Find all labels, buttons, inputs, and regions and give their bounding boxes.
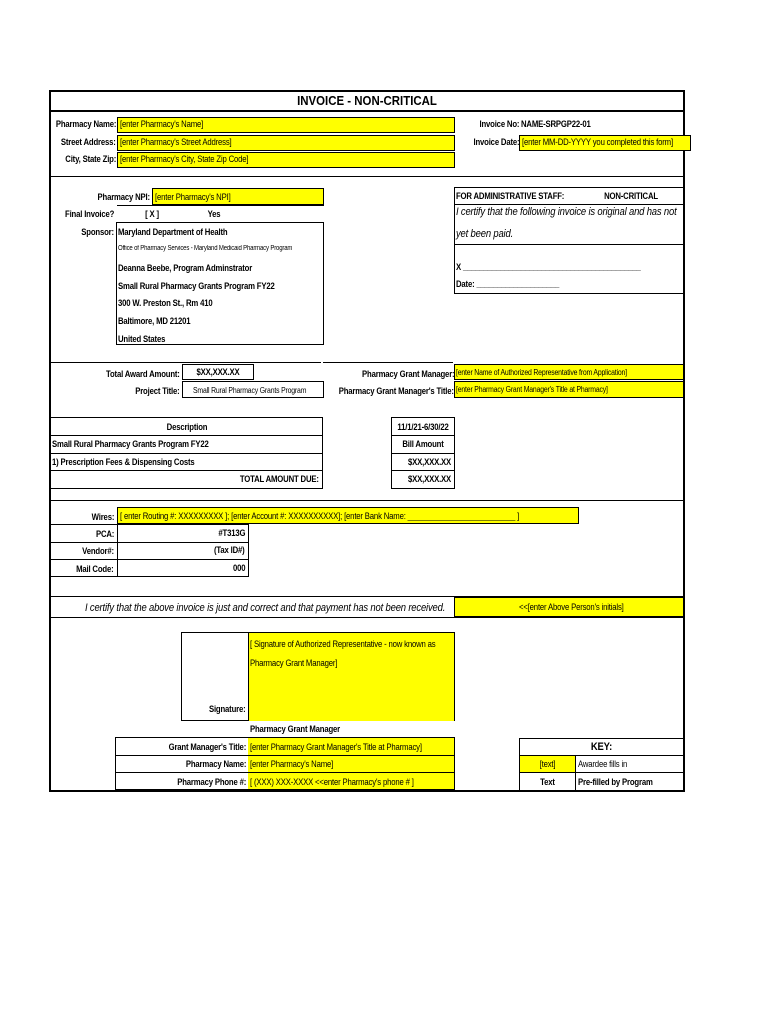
manager-title-label: Pharmacy Grant Manager's Title: xyxy=(338,386,454,396)
admin-type: NON-CRITICAL xyxy=(604,191,658,201)
admin-date-line[interactable]: Date: ____________________ xyxy=(456,279,560,289)
city-state-zip-value: [enter Pharmacy's City, State Zip Code] xyxy=(120,154,249,164)
key-title: KEY: xyxy=(590,741,613,753)
admin-signature-line[interactable]: X ___________________________________________ xyxy=(456,262,641,272)
pharmacy-phone-label: Pharmacy Phone #: xyxy=(177,777,246,787)
grant-manager-title-value: [enter Pharmacy Grant Manager's Title at Pharmacy] xyxy=(250,742,422,752)
pharmacy-phone-value: [ (XXX) XXX-XXXX <<enter Pharmacy's phone # ] xyxy=(250,777,414,787)
sponsor-office: Office of Pharmacy Services - Maryland Medicaid Pharmacy Program xyxy=(118,245,293,252)
final-invoice-value: Yes xyxy=(207,209,221,219)
invoice-no-value: NAME-SRPGP22-01 xyxy=(521,119,591,129)
sponsor-name: Maryland Department of Health xyxy=(118,227,228,237)
sponsor-line-2: Small Rural Pharmacy Grants Program FY22 xyxy=(118,281,275,291)
admin-label: FOR ADMINISTRATIVE STAFF: xyxy=(456,191,565,201)
key-row1-sample: [text] xyxy=(539,759,556,769)
npi-label: Pharmacy NPI: xyxy=(97,192,150,202)
mail-code-label: Mail Code: xyxy=(76,564,114,574)
sponsor-line-4: Baltimore, MD 21201 xyxy=(118,316,191,326)
key-row2-desc: Pre-filled by Program xyxy=(578,777,653,787)
signature-label: Signature: xyxy=(209,704,246,714)
invoice-sheet xyxy=(49,90,685,792)
certify-text: I certify that the above invoice is just and correct and that payment has not been received. xyxy=(85,602,446,614)
wires-label: Wires: xyxy=(91,512,114,522)
project-title-value: Small Rural Pharmacy Grants Program xyxy=(193,386,307,395)
bill-amount: $XX,XXX.XX xyxy=(407,457,451,467)
pharmacy-name-value: [enter Pharmacy's Name] xyxy=(120,119,204,129)
wires-value: [ enter Routing #: XXXXXXXXX ]; [enter Account #: XXXXXXXXXX]; [enter Bank Name: __________________________ ] xyxy=(120,511,520,521)
admin-certify-1: I certify that the following invoice is original and has not xyxy=(456,206,677,218)
final-invoice-checkbox[interactable]: [ X ] xyxy=(145,209,159,219)
sponsor-line-3: 300 W. Preston St., Rm 410 xyxy=(118,298,213,308)
key-row1-desc: Awardee fills in xyxy=(578,759,628,769)
mail-code-value: 000 xyxy=(232,563,245,573)
award-amount-label: Total Award Amount: xyxy=(106,369,180,379)
signature-pharmacy-name-label: Pharmacy Name: xyxy=(185,759,246,769)
manager-value: [enter Name of Authorized Representative from Application] xyxy=(456,368,627,377)
initials-value: <<[enter Above Person's initials] xyxy=(519,602,624,612)
street-address-value: [enter Pharmacy's Street Address] xyxy=(120,137,232,147)
total-amount-label: TOTAL AMOUNT DUE: xyxy=(240,474,319,484)
invoice-date-value: [enter MM-DD-YYYY you completed this form] xyxy=(522,137,673,147)
invoice-date-label: Invoice Date: xyxy=(473,137,519,147)
bill-period: 11/1/21-6/30/22 xyxy=(397,422,449,432)
signature-placeholder-2: Pharmacy Grant Manager] xyxy=(250,658,338,668)
sponsor-label: Sponsor: xyxy=(81,227,114,237)
bill-total: $XX,XXX.XX xyxy=(407,474,451,484)
bill-header: Bill Amount xyxy=(402,439,444,449)
pca-label: PCA: xyxy=(95,529,114,539)
manager-label: Pharmacy Grant Manager: xyxy=(361,369,454,379)
vendor-label: Vendor#: xyxy=(82,546,114,556)
final-invoice-label: Final Invoice? xyxy=(64,209,114,219)
award-amount-value: $XX,XXX.XX xyxy=(196,367,240,377)
sponsor-line-1: Deanna Beebe, Program Adminstrator xyxy=(118,263,253,273)
admin-certify-2: yet been paid. xyxy=(456,228,514,240)
npi-value: [enter Pharmacy's NPI] xyxy=(155,192,231,202)
description-row-2: 1) Prescription Fees & Dispensing Costs xyxy=(52,457,195,467)
city-state-zip-label: City, State Zip: xyxy=(65,154,116,164)
sponsor-line-5: United States xyxy=(118,334,166,344)
signature-placeholder-1: [ Signature of Authorized Representative - now known as xyxy=(250,639,436,649)
street-address-label: Street Address: xyxy=(61,137,116,147)
grant-manager-title-label: Grant Manager's Title: xyxy=(168,742,246,752)
page-title: INVOICE - NON-CRITICAL xyxy=(297,93,437,108)
invoice-no-label: Invoice No: xyxy=(479,119,519,129)
signature-caption: Pharmacy Grant Manager xyxy=(250,724,341,734)
project-title-label: Project Title: xyxy=(135,386,180,396)
pca-value: #T313G xyxy=(218,528,245,538)
vendor-value: (Tax ID#) xyxy=(214,545,245,555)
signature-pharmacy-name-value: [enter Pharmacy's Name] xyxy=(250,759,334,769)
description-row-1: Small Rural Pharmacy Grants Program FY22 xyxy=(52,439,209,449)
key-row2-sample: Text xyxy=(540,777,555,787)
manager-title-value: [enter Pharmacy Grant Manager's Title at Pharmacy] xyxy=(456,385,608,394)
description-header: Description xyxy=(166,422,208,432)
pharmacy-name-label: Pharmacy Name: xyxy=(55,119,116,129)
